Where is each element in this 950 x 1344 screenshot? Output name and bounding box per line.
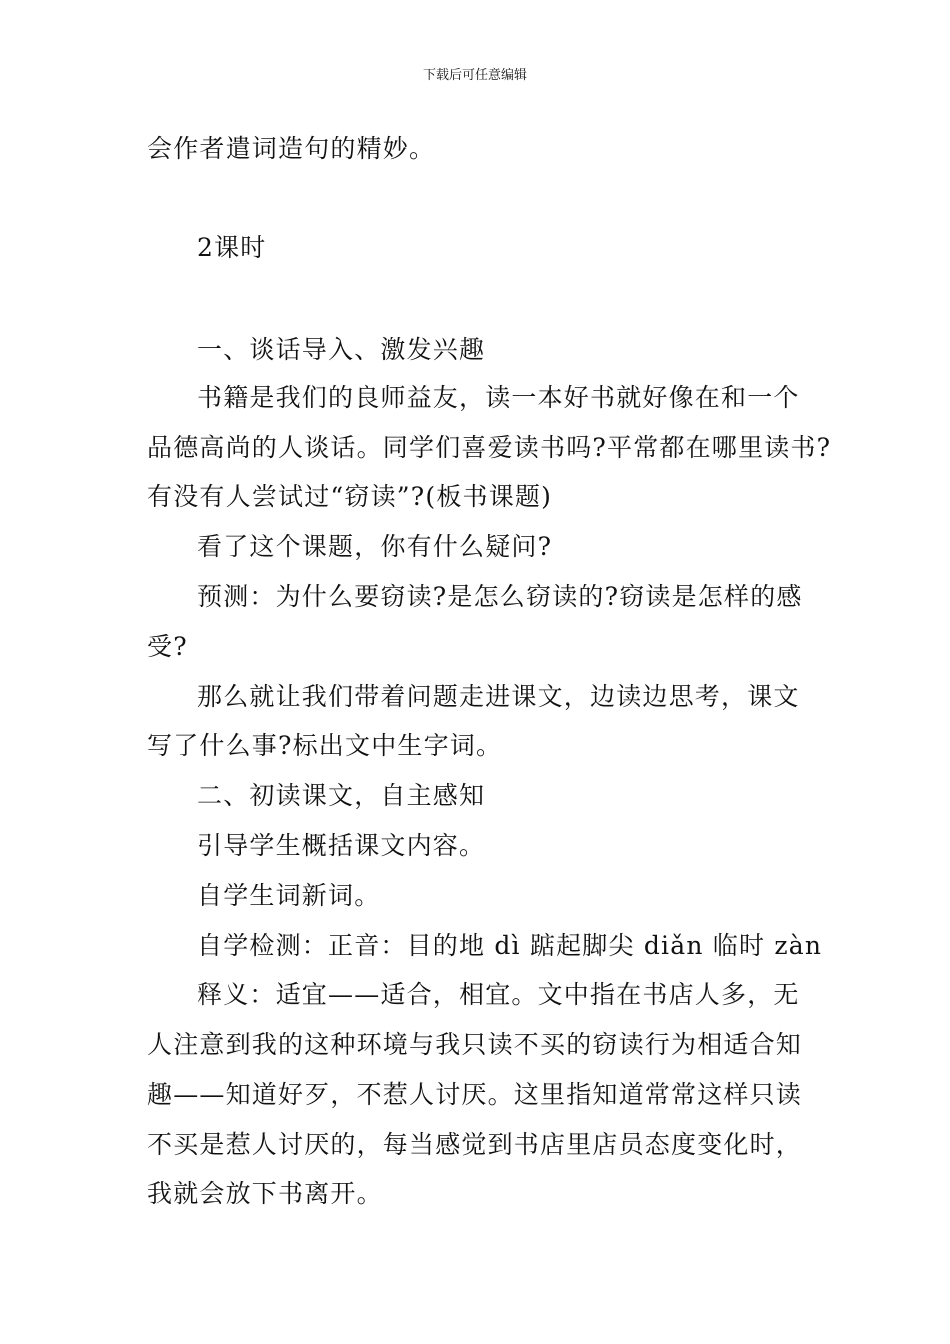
text-line: 释义：适宜——适合，相宜。文中指在书店人多，无: [197, 980, 800, 1009]
text-line: 品德高尚的人谈话。同学们喜爱读书吗?平常都在哪里读书?: [147, 433, 832, 462]
text-line: 自学检测：正音：目的地 dì 踮起脚尖 diǎn 临时 zàn: [197, 931, 823, 960]
section-heading-2: 二、初读课文，自主感知: [197, 781, 486, 810]
text-line: 自学生词新词。: [197, 881, 381, 910]
section-heading-1: 一、谈话导入、激发兴趣: [197, 335, 486, 364]
page-header: 下载后可任意编辑: [422, 68, 527, 83]
text-line: 受?: [147, 632, 188, 661]
lesson-hours: 2课时: [197, 233, 267, 262]
text-line: 不买是惹人讨厌的，每当感觉到书店里店员态度变化时，: [147, 1130, 803, 1159]
text-line: 预测：为什么要窃读?是怎么窃读的?窃读是怎样的感: [197, 582, 803, 611]
text-line: 人注意到我的这种环境与我只读不买的窃读行为相适合知: [147, 1030, 803, 1059]
text-line: 那么就让我们带着问题走进课文，边读边思考，课文: [197, 682, 800, 711]
text-line: 看了这个课题，你有什么疑问?: [197, 532, 553, 561]
text-line: 书籍是我们的良师益友，读一本好书就好像在和一个: [197, 383, 800, 412]
text-line: 会作者遣词造句的精妙。: [147, 134, 436, 163]
text-line: 引导学生概括课文内容。: [197, 831, 486, 860]
text-line: 趣——知道好歹，不惹人讨厌。这里指知道常常这样只读: [147, 1080, 803, 1109]
text-line: 写了什么事?标出文中生字词。: [147, 731, 503, 760]
text-line: 我就会放下书离开。: [147, 1179, 383, 1208]
text-line: 有没有人尝试过“窃读”?(板书课题): [147, 482, 553, 511]
